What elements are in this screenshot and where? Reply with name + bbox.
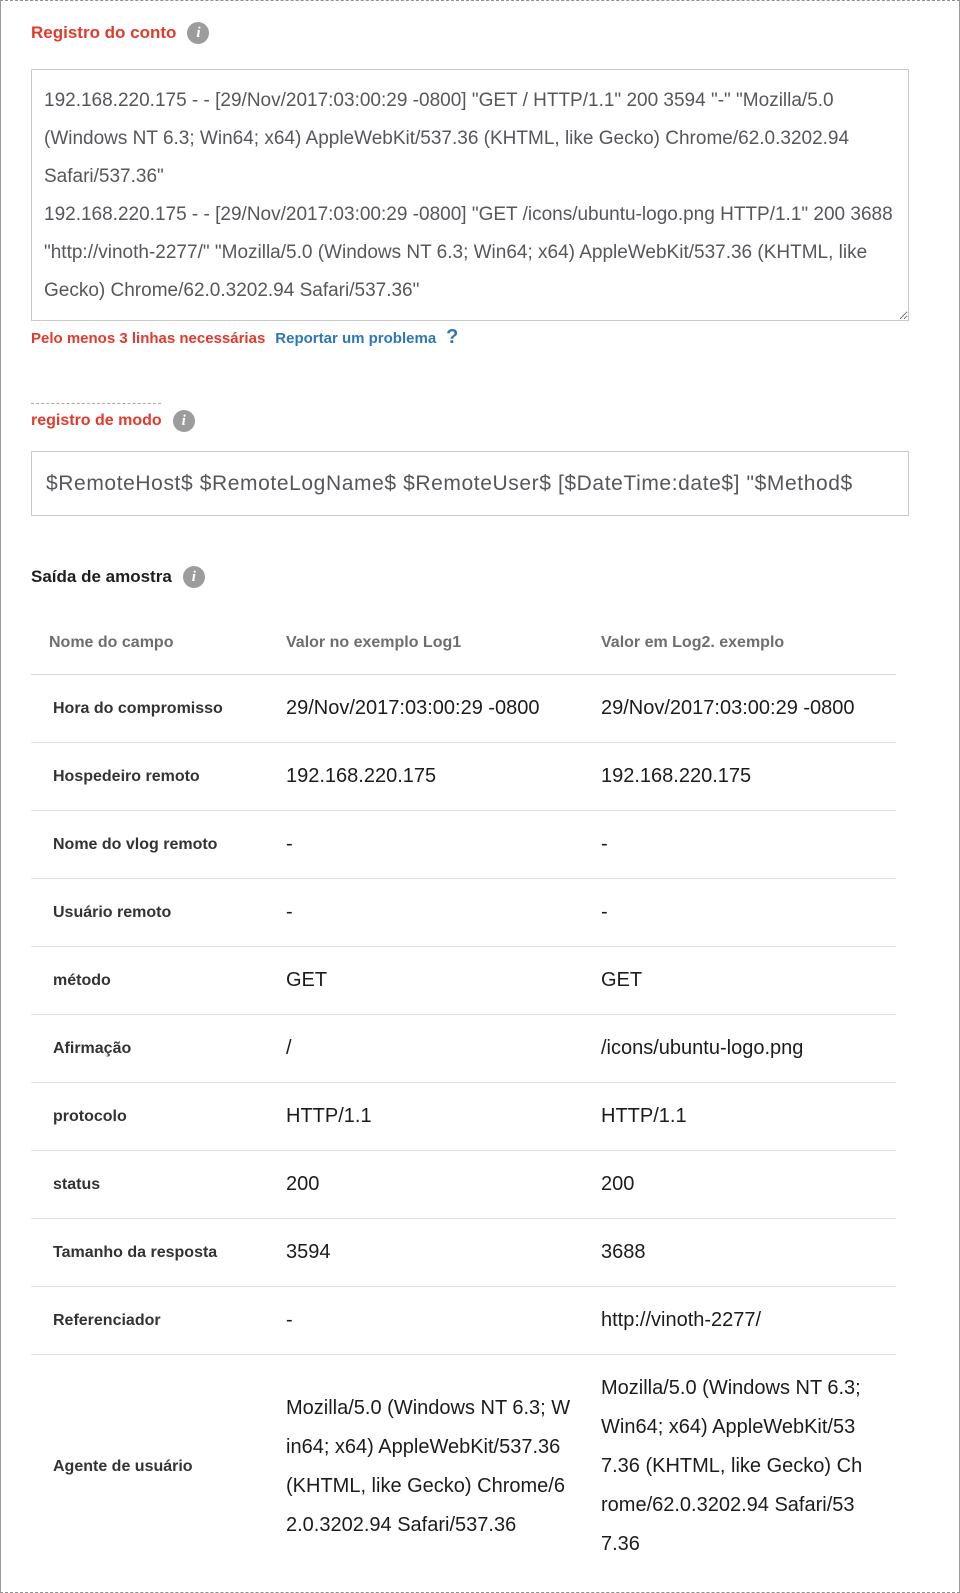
report-problem-link[interactable]: Reportar um problema: [275, 330, 437, 347]
field-name-cell: protocolo: [53, 1107, 127, 1125]
log2-value-cell: Mozilla/5.0 (Windows NT 6.3; Win64; x64) AppleWebKit/537.36 (KHTML, like Gecko) Chrome/62.0.3202.94 Safari/537.36: [601, 1377, 863, 1555]
field-name-cell: Agente de usuário: [53, 1457, 193, 1475]
table-row: [31, 811, 896, 879]
log2-value-cell: HTTP/1.1: [601, 1105, 687, 1127]
validation-message: Pelo menos 3 linhas necessárias: [31, 330, 266, 347]
log1-value-cell: GET: [286, 969, 328, 991]
sample-output-label-row: [31, 566, 929, 588]
log1-value-cell: HTTP/1.1: [286, 1105, 372, 1127]
sample-output-table: [31, 606, 896, 1578]
table-row: [31, 743, 896, 811]
log2-value-cell: /icons/ubuntu-logo.png: [601, 1037, 804, 1059]
info-icon[interactable]: i: [187, 22, 209, 44]
log1-value-cell: /: [286, 1037, 292, 1059]
table-row: [31, 1015, 896, 1083]
log-template-label: registro de modo: [31, 412, 162, 429]
table-body: [31, 675, 896, 1579]
table-row: [31, 1151, 896, 1219]
log1-value-cell: -: [286, 833, 293, 855]
table-row: [31, 947, 896, 1015]
log1-value-cell: -: [286, 901, 293, 923]
table-row: [31, 1287, 896, 1355]
log2-value-cell: 200: [601, 1173, 635, 1195]
log-sample-label-row: [31, 22, 929, 44]
log-sample-hint-row: [31, 326, 929, 348]
column-header-log2: Valor em Log2. exemplo: [601, 606, 896, 675]
log-template-input[interactable]: [31, 451, 909, 516]
log1-value-cell: 200: [286, 1173, 320, 1195]
log1-value-cell: 192.168.220.175: [286, 765, 437, 787]
field-name-cell: Tamanho da resposta: [53, 1243, 218, 1261]
log-sample-textarea[interactable]: [31, 69, 909, 321]
table-header-row: [31, 606, 896, 675]
field-name-cell: Afirmação: [53, 1039, 132, 1057]
field-name-cell: Hospedeiro remoto: [53, 767, 200, 785]
log1-value-cell: 29/Nov/2017:03:00:29 -0800: [286, 697, 540, 719]
log1-value-cell: Mozilla/5.0 (Windows NT 6.3; Win64; x64) AppleWebKit/537.36 (KHTML, like Gecko) Chrome/62.0.3202.94 Safari/537.36: [286, 1396, 571, 1536]
table-row: [31, 879, 896, 947]
log2-value-cell: -: [601, 833, 608, 855]
table-row: [31, 675, 896, 743]
field-name-cell: método: [53, 971, 111, 989]
dotted-line-decoration: [31, 403, 161, 404]
sample-output-section: [31, 566, 929, 1578]
log-template-section: [31, 403, 929, 516]
field-name-cell: Usuário remoto: [53, 903, 172, 921]
log1-value-cell: 3594: [286, 1241, 331, 1263]
table-header: [31, 606, 896, 675]
log2-value-cell: GET: [601, 969, 643, 991]
info-icon[interactable]: i: [173, 410, 195, 432]
column-header-field-name: Nome do campo: [31, 606, 286, 675]
table-row: [31, 1083, 896, 1151]
field-name-cell: status: [53, 1175, 101, 1193]
log-sample-section: [31, 22, 929, 347]
field-name-cell: Referenciador: [53, 1311, 161, 1329]
log1-value-cell: -: [286, 1309, 293, 1331]
table-row: [31, 1219, 896, 1287]
log2-value-cell: 29/Nov/2017:03:00:29 -0800: [601, 697, 855, 719]
log-template-label-row: [31, 410, 929, 432]
log2-value-cell: http://vinoth-2277/: [601, 1309, 762, 1331]
log2-value-cell: 3688: [601, 1241, 646, 1263]
sample-output-label: Saída de amostra: [31, 567, 172, 586]
table-row: [31, 1355, 896, 1579]
log2-value-cell: 192.168.220.175: [601, 765, 752, 787]
log2-value-cell: -: [601, 901, 608, 923]
column-header-log1: Valor no exemplo Log1: [286, 606, 601, 675]
info-icon[interactable]: i: [183, 566, 205, 588]
help-question-icon[interactable]: ?: [446, 326, 459, 348]
field-name-cell: Hora do compromisso: [53, 699, 223, 717]
field-name-cell: Nome do vlog remoto: [53, 835, 218, 853]
log-sample-label: Registro do conto: [31, 23, 177, 42]
